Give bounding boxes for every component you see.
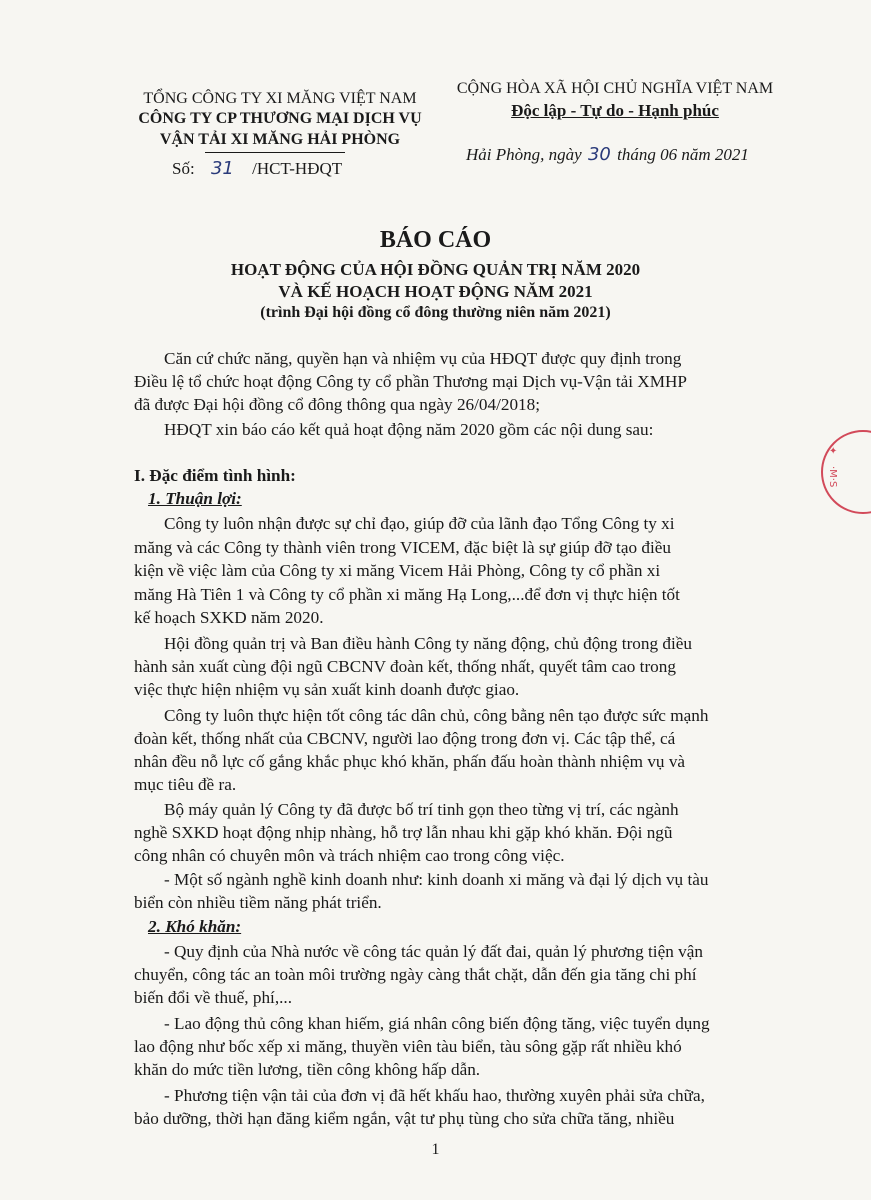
body-line: Bộ máy quản lý Công ty đã được bố trí tinh gọn theo từng vị trí, các ngành bbox=[164, 800, 679, 819]
intro-line: HĐQT xin báo cáo kết quả hoạt động năm 2020 gồm các nội dung sau: bbox=[164, 420, 654, 439]
doc-number-value: 31 bbox=[210, 158, 234, 179]
body-line: măng và các Công ty thành viên trong VICEM, đặc biệt là sự giúp đỡ tạo điều bbox=[134, 538, 671, 557]
body-line: đoàn kết, thống nhất của CBCNV, người lao động trong đơn vị. Các tập thể, cá bbox=[134, 729, 676, 748]
intro-line: Căn cứ chức năng, quyền hạn và nhiệm vụ của HĐQT được quy định trong bbox=[164, 349, 682, 368]
org-name-line2: VẬN TẢI XI MĂNG HẢI PHÒNG bbox=[159, 131, 401, 148]
body-line: - Lao động thủ công khan hiếm, giá nhân công biến động tăng, việc tuyển dụng bbox=[164, 1014, 710, 1033]
doc-number bbox=[172, 158, 342, 179]
body-line: măng Hà Tiên 1 và Công ty cổ phần xi măng Hạ Long,...để đơn vị thực hiện tốt bbox=[134, 585, 680, 604]
body-line: công nhân có chuyên môn và trách nhiệm cao trong công việc. bbox=[134, 846, 565, 865]
body-line: hành sản xuất cùng đội ngũ CBCNV đoàn kết, thống nhất, quyết tâm cao trong bbox=[134, 657, 676, 676]
body-line: kế hoạch SXKD năm 2020. bbox=[134, 608, 324, 627]
org-parent-name: TỔNG CÔNG TY XI MĂNG VIỆT NAM bbox=[143, 90, 417, 107]
body-line: - Phương tiện vận tải của đơn vị đã hết khấu hao, thường xuyên phải sửa chữa, bbox=[164, 1086, 705, 1105]
body-line: lao động như bốc xếp xi măng, thuyền viên tàu biển, tàu sông gặp rất nhiều khó bbox=[134, 1037, 682, 1056]
body-line: nhân đều nỗ lực cố gắng khắc phục khó khăn, phấn đấu hoàn thành nhiệm vụ và bbox=[134, 752, 686, 771]
org-name-rule bbox=[205, 152, 345, 153]
body-line: nghề SXKD hoạt động nhịp nhàng, hỗ trợ lẫn nhau khi gặp khó khăn. Đội ngũ bbox=[134, 823, 673, 842]
body-line: - Quy định của Nhà nước về công tác quản lý đất đai, quản lý phương tiện vận bbox=[164, 942, 703, 961]
report-subtitle-1: HOẠT ĐỘNG CỦA HỘI ĐỒNG QUẢN TRỊ NĂM 2020 bbox=[230, 260, 641, 279]
body-line: biến đổi về thuế, phí,... bbox=[134, 988, 293, 1007]
subsection-heading-difficulties: 2. Khó khăn: bbox=[148, 917, 242, 936]
report-subtitle-2: VÀ KẾ HOẠCH HOẠT ĐỘNG NĂM 2021 bbox=[278, 282, 593, 301]
report-subtitle-3: (trình Đại hội đồng cổ đông thường niên năm 2021) bbox=[260, 304, 611, 321]
report-title: BÁO CÁO bbox=[379, 227, 492, 253]
section-heading: I. Đặc điểm tình hình: bbox=[134, 466, 296, 485]
org-name-line1: CÔNG TY CP THƯƠNG MẠI DỊCH VỤ bbox=[138, 110, 422, 127]
seal-stamp-icon: ✦ ·M·S bbox=[821, 430, 871, 514]
country-name: CỘNG HÒA XÃ HỘI CHỦ NGHĨA VIỆT NAM bbox=[456, 80, 774, 97]
body-line: - Một số ngành nghề kinh doanh như: kinh doanh xi măng và đại lý dịch vụ tàu bbox=[164, 870, 709, 889]
doc-number-label: Số: bbox=[172, 159, 195, 178]
doc-number-suffix: /HCT-HĐQT bbox=[252, 159, 343, 178]
body-line: việc thực hiện nhiệm vụ sản xuất kinh doanh được giao. bbox=[134, 680, 520, 699]
page-number: 1 bbox=[431, 1141, 440, 1158]
doc-date bbox=[466, 144, 749, 165]
date-suffix: tháng 06 năm 2021 bbox=[617, 145, 749, 164]
country-motto: Độc lập - Tự do - Hạnh phúc bbox=[511, 101, 719, 120]
body-line: khăn do mức tiền lương, tiền công không hấp dẫn. bbox=[134, 1060, 481, 1079]
body-line: Hội đồng quản trị và Ban điều hành Công ty năng động, chủ động trong điều bbox=[164, 634, 692, 653]
body-line: Công ty luôn nhận được sự chỉ đạo, giúp đỡ của lãnh đạo Tổng Công ty xi bbox=[164, 514, 675, 533]
body-line: bảo dưỡng, thời hạn đăng kiểm ngắn, vật tư phụ tùng cho sửa chữa tăng, nhiều bbox=[134, 1109, 675, 1128]
body-line: biển còn nhiều tiềm năng phát triển. bbox=[134, 893, 382, 912]
body-line: Công ty luôn thực hiện tốt công tác dân chủ, công bằng nên tạo được sức mạnh bbox=[164, 706, 709, 725]
body-line: mục tiêu đề ra. bbox=[134, 775, 237, 794]
subsection-heading-advantages: 1. Thuận lợi: bbox=[148, 489, 242, 508]
date-day: 30 bbox=[587, 144, 611, 165]
intro-line: Điều lệ tổ chức hoạt động Công ty cổ phần Thương mại Dịch vụ-Vận tải XMHP bbox=[134, 372, 687, 391]
body-line: chuyển, công tác an toàn môi trường ngày càng thắt chặt, dẫn đến gia tăng chi phí bbox=[134, 965, 697, 984]
date-prefix: Hải Phòng, ngày bbox=[466, 145, 582, 164]
intro-line: đã được Đại hội đồng cổ đông thông qua ngày 26/04/2018; bbox=[134, 395, 541, 414]
body-line: kiện về việc làm của Công ty xi măng Vicem Hải Phòng, Công ty cổ phần xi bbox=[134, 561, 661, 580]
